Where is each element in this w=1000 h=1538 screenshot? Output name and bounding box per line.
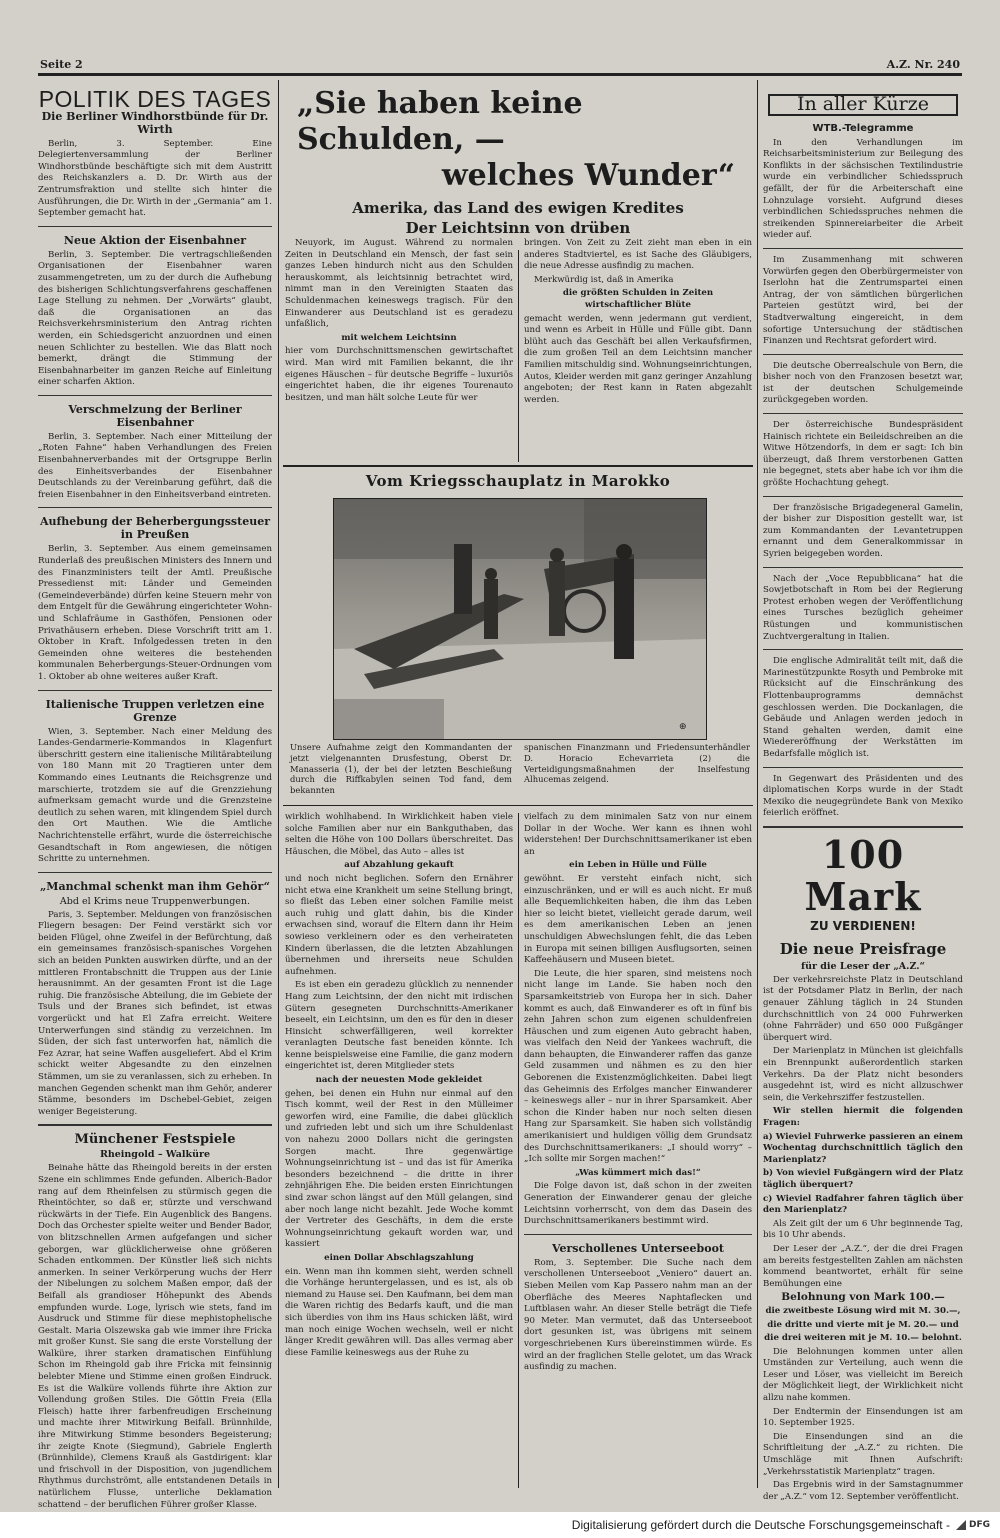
- column-kurz: [763, 93, 963, 1502]
- article-title: Münchener Festspiele: [74, 1132, 236, 1148]
- separator: [524, 1234, 752, 1235]
- separator: [763, 248, 963, 249]
- page-number: Seite 2: [40, 58, 83, 71]
- news-item: Der österreichische Bundespräsident Hainisch richtete ein Beileidschreiben an die Witwe Hötzendorfs, in dem er sagt: Ich bin überzeugt, daß Ihrem verstorbenen Gatten nie begegnet, stets aber habe ich vor ihm die größte Hochachtung gehegt.: [763, 420, 963, 489]
- dfg-logo-icon: [956, 1520, 966, 1530]
- feature-label: ein Leben in Hülle und Fülle: [569, 860, 707, 871]
- separator: [38, 690, 272, 691]
- section-title: POLITIK DES TAGES: [38, 86, 272, 112]
- feature-label: mit welchem Leichtsinn: [341, 332, 457, 343]
- column-rule-2: [757, 80, 758, 1488]
- separator: [763, 826, 963, 828]
- column-rule-1: [278, 80, 279, 1488]
- photo-caption-left: Unsere Aufnahme zeigt den Kommandanten der jetzt vielgenannten Drusfestung, Oberst Dr. Manasseria (1), der bei der letzten Beschießung durch die Riffkabylen seinen Tod fand, dem bekannten: [290, 742, 512, 796]
- article-title: Verschollenes Unterseeboot: [551, 1241, 725, 1255]
- separator: [763, 649, 963, 650]
- feature-paragraph: Die Leute, die hier sparen, sind meistens noch nicht lange im Lande. Sie haben noch den Sparsamkeitstrieb von Europa her in sich. Daher kommt es auch, daß Einwanderer es oft in fünf bis zehn Jahren schon zum eigenen schuldenfreien Häuschen und zum eigenen Auto gebracht haben, was vielfach den Neid der Yankees wachruft, die dann behaupten, die Einwanderer raffen das ganze Geld zusammen und nähmen es zu den hier Geborenen die Existenzmöglichkeiten. Dabei liegt das Geheimnis des Erfolges mancher Einwanderer – keineswegs aller – nur in ihrer Sparsamkeit. Aber schon die Kinder haben nur noch selten diesen Hang zur Sparsamkeit. Sie haben sich vollständig amerikanisiert und huldigen völlig dem Grundsatz des Durchschnittsamerikaners: „I should worry“ – „Ich sollte mir Sorgen machen!“: [524, 968, 752, 1165]
- prize-question-title: Die neue Preisfrage: [779, 939, 947, 958]
- news-item: Die englische Admiralität teilt mit, daß die Marinestützpunkte Rosyth und Pembroke mit Rücksicht auf die Einschränkung des Flottenbauprogramms demnächst geschlossen werden. Die Dockanlagen, die Gebäude und Anlagen werden jedoch in Stand gehalten werden, damit eine Wiedereröffnung der Werkstätten im Bedarfsfalle möglich ist.: [763, 656, 963, 759]
- article-title: Aufhebung der Beherbergungssteuer in Preußen: [40, 515, 270, 542]
- article-body: Berlin, 3. September. Aus einem gemeinsamen Runderlaß des preußischen Ministers des Innern und des Finanzministers teilt der Amtl. Preußische Pressedienst mit: Länder und Gemeinden (Gemeindeverbände) dürfen keine Steuern mehr von dem Entgelt für die Gewährung eingerichteter Wohn- und Schlafräume in Gasthöfen, Pensionen oder Privathäusern erheben. Diese Vorschrift tritt am 1. Oktober in Kraft. Infolgedessen treten in den Gemeinden ohne weiteres die bestehenden kommunalen Beherbergungs-Steuer-Ordnungen vom 1. Oktober ab ohne weiteres außer Kraft.: [38, 544, 272, 682]
- news-item: In den Verhandlungen im Reichsarbeitsministerium zur Beilegung des Konflikts in der sächsischen Textilindustrie wurde ein verbindlicher Schiedsspruch gefällt, der für die Arbeiterschaft eine Lohnzulage vorsieht. Aufgrund dieses verbindlichen Schiedsspruches nehmen die streikenden Spinnereiarbeiter die Arbeit wieder auf.: [763, 137, 963, 241]
- news-item: Die deutsche Oberrealschule von Bern, die bisher noch von den Franzosen besetzt war, ist der deutschen Schulgemeinde zurückgegeben worden.: [763, 360, 963, 406]
- article-body: Paris, 3. September. Meldungen von französischen Fliegern besagen: Der Feind verstärkt sich vor beiden Flügel, ohne Zweifel in der Befürchtung, daß ein gemeinsames französisch-spanisches Vorgehen sich an beiden Punkten auswirken dürfte, und an der mittleren Frontabschnitt die Truppen aus der Linie herausnimmt. An der gesamten Front ist die Lage ruhig. Die französische Abteilung, die im Gebiete der Tsuls und der Branes sich befindet, ist etwas vorgerückt und hat El Zafra erreicht. Weitere Unterwerfungen sind ständig zu verzeichnen. Im Süden, der sich fast unterworfen hat, nämlich die Fez Azrar, hat seine Waffen ausgeliefert. Abd el Krim schickt weiter Abgesandte zu den einzelnen Stämmen, um sie zu veranlassen, sich zu erheben. In manchen Gegenden schenkt man ihm Gehör, anderer Stämme, besonders im Dschebel-Gebiet, zeigen weniger Begeisterung.: [38, 909, 272, 1117]
- prize-paragraph: Der Marienplatz in München ist gleichfalls ein Brennpunkt außerordentlich starken Verkehrs. Da der Platz nicht besonders ausgedehnt ist, wird es nicht allzuschwer sein, die Verkehrsziffer festzustellen.: [763, 1046, 963, 1103]
- prize-question-subtitle: für die Leser der „A.Z.“: [800, 960, 926, 972]
- svg-text:⊕: ⊕: [679, 722, 687, 732]
- prize-paragraph: Der Leser der „A.Z.“, der die drei Fragen am bereits festgestellten Zahlen am nächsten kommend beantwortet, erhält für seine Bemühungen eine: [763, 1243, 963, 1289]
- separator: [763, 567, 963, 568]
- feature-paragraph: hier vom Durchschnittsmenschen gewirtschaftet wird. Man wird mit Familien bekannt, die ihr eigenes Häuschen – für deutsche Begriffe – luxuriös eingerichtet haben, die ihr eigenes Tourenauto besitzen, und man hält solche Leute für wer: [285, 346, 513, 403]
- article-body: Berlin, 3. September. Die vertragschließenden Organisationen der Eisenbahner waren zusammengetreten, um zu der durch die Aufhebung des bisherigen Schlichtungsverfahrens geschaffenen Lage Stellung zu nehmen. Der „Vorwärts“ glaubt, daß die Organisationen an das Reichsverkehrsministerium den Antrag richten werden, ein Schiedsgericht anzuordnen und einen neuen Schlichter zu bestellen. Wie das Blatt noch bemerkt, drängt die Stimmung der Eisenbahnarbeiter im ganzen Reiche auf Einleitung einer scharfen Aktion.: [38, 249, 272, 388]
- photo-title: Vom Kriegsschauplatz in Marokko: [365, 472, 671, 490]
- feature-paragraph: Es ist eben ein geradezu glücklich zu nennender Hang zum Leichtsinn, der den nicht mit irdischen Gütern gesegneten Durchschnitts-Amerikaner beseelt, ein Leichtsinn, um den es für den in dieser Hinsicht schwerfälligeren, weil korrekter veranlagten Deutsche fast beneiden könnte. Ich kenne beispielsweise eine Familie, die ganz modern eingerichtet ist, deren Mitglieder stets: [285, 980, 513, 1072]
- prize-amount: 100 Mark: [804, 831, 922, 919]
- article-subtitle: Rheingold – Walküre: [99, 1149, 211, 1161]
- prize-paragraph: Die Belohnungen kommen unter allen Umständen zur Verteilung, auch wenn die Leser und Löser, was vielleicht im Bereich der Möglichkeit liegt, der Wirklichkeit nicht allzu nahe kommen.: [763, 1346, 963, 1404]
- reward-line: die drei weiteren mit je M. 10.— belohnt.: [764, 1333, 962, 1344]
- article-title: Italienische Truppen verletzen eine Grenze: [45, 697, 265, 724]
- separator: [38, 872, 272, 873]
- separator: [763, 354, 963, 355]
- news-item: Im Zusammenhang mit schweren Vorwürfen gegen den Oberbürgermeister von Iserlohn hat die Zentrumspartei einen Antrag, der von sämtlichen bürgerlichen Parteien gestützt wird, bei der Stadtverwaltung eingereicht, in dem sofortige Untersuchung der städtischen Finanzen und Rechtsrat gefordert wird.: [763, 254, 963, 347]
- column-rule-upper: [518, 250, 519, 462]
- in-aller-kuerze-box: In aller Kürze: [768, 94, 958, 116]
- photo-caption-right: spanischen Finanzmann und Friedensunterhändler D. Horacio Echevarrieta (2) die Verteidigungsmaßnahmen der Inselfestung Alhucemas zeigend.: [524, 742, 750, 785]
- dfg-logo-text: DFG: [968, 1520, 990, 1530]
- separator: [38, 1124, 272, 1126]
- separator: [38, 395, 272, 396]
- feature-body-left: [285, 238, 513, 460]
- feature-headline-block: [285, 86, 751, 236]
- news-item: Nach der „Voce Repubblicana“ hat die Sowjetbotschaft in Rom bei der Regierung Protest erhoben wegen der Veröffentlichung eines Tursches bezüglich geheimer Rüstungen und kommunistischen Zuchtvergeraltung in Italien.: [763, 573, 963, 642]
- article-title: Verschmelzung der Berliner Eisenbahner: [68, 402, 242, 429]
- reward-title: Belohnung von Mark 100.—: [781, 1291, 945, 1304]
- feature-paragraph: gehen, bei denen ein Huhn nur einmal auf den Tisch kommt, weil der Rest in den Mülleimer geworfen wird, eine Familie, die dabei glücklich und zufrieden lebt und sich um ihre Schuldenlast von nahezu 2000 Dollars nicht die geringsten Sorgen macht. Ihre gegenwärtige Wohnungseinrichtung ist – und das ist für Amerika besonders bezeichnend – die dritte in ihrer zehnjährigen Ehe. Die beiden ersten Einrichtungen sind zwar schon längst auf den Müll gelangen, sind aber noch lange nicht bezahlt. Jede Woche kommt der Vertreter des Geschäfts, in dem die erste Wohnungseinrichtung gekauft worden war, und kassiert: [285, 1088, 513, 1250]
- feature-continuation-right: [524, 812, 752, 1488]
- prize-paragraph: Der verkehrsreichste Platz in Deutschland ist der Potsdamer Platz in Berlin, der nach genauer Zählung täglich in 24 Stunden durchschnittlich von 24 000 Fuhrwerken (ohne Fahrräder) und 650 000 Fußgänger überquert wird.: [763, 974, 963, 1043]
- feature-paragraph: und noch nicht beglichen. Sofern den Ernährer nicht etwa eine Krankheit um seine Stellung bringt, so fließt das Leben einer solchen Familie meist auch ruhig und glatt dahin, bis die Kinder erwachsen sind, worauf die Eltern dann ihr Heim sowieso verkleinern oder es den verheirateten Kindern überlassen, die die letzten Abzahlungen übernehmen und ihrerseits neue Schulden aufnehmen.: [285, 873, 513, 977]
- column-politik: [38, 86, 272, 1510]
- reward-line: die dritte und vierte mit je M. 20.— und: [767, 1319, 959, 1330]
- news-item: In Gegenwart des Präsidenten und des diplomatischen Korps wurde in der Stadt Mexiko die neugegründete Bank von Mexiko feierlich eröffnet.: [763, 773, 963, 819]
- feature-label: die größten Schulden in Zeiten wirtschaftlicher Blüte: [562, 288, 714, 310]
- article-body: Wien, 3. September. Nach einer Meldung des Landes-Gendarmerie-Kommandos in Klagenfurt überschritt gestern eine italienische Militärabteilung von 180 Mann mit 20 Tragtieren unter dem Kommando eines Leutnants die Reichsgrenze und marschierte, trotzdem sie auf die Grenzziehung aufmerksam gemacht wurde und die Grenzsteine deutlich zu sehen waren, mit klingendem Spiel durch den Ort Mauthen. Wie die Amtliche Nachrichtenstelle erfährt, wurde die österreichische Gesandtschaft in Rom angewiesen, die nötigen Schritte zu unternehmen.: [38, 726, 272, 865]
- issue-number: A.Z. Nr. 240: [886, 58, 960, 71]
- digitization-footer: [0, 1512, 1000, 1538]
- feature-label: nach der neuesten Mode gekleidet: [315, 1075, 483, 1086]
- article-body: Beinahe hätte das Rheingold bereits in der ersten Szene ein schlimmes Ende gefunden. Alberich-Bador rang auf dem Rheinfelsen zu stürmisch gegen die Rheintöchter, so daß er, stürzte und verschwand rückwärts in der Tiefe. Ein Augenblick des Bangens. Doch das Orchester spielte weiter und Bender Bador, von blitzschnellen Armen aufgefangen und sicher geborgen, war glücklicherweise ohne größeren Schaden entkommen. Der Künstler ließ sich nichts anmerken. In seiner Verkörperung wuchs der Herr der Nibelungen zu solchem Maßen empor, daß der Beifall als grandioser Höhepunkt des Abends empfunden wurde. Loge, lyrisch wie stets, fand im Ausdruck und Stimme für diese mephistophelische Gestalt. Maria Olszewska gab wie immer ihre Fricka mit großer Kunst. Sie sang die erste Vorstellung der Walküre, ihrer starken dramatischen Einfühlung Schon im Rheingold gab ihre Fricka mit feinsinnig belebter Miene und Stimme einen großen Eindruck. Es ist die Walküre vollends führte ihre Aktion zur Vollendung großen Stiles. Die Göttin Freia (Ella Fleisch) hatte ihrer farbenfreudigen Erscheinung und machte ihrer Mitwirkung Beifall. Brünnhilde, ihre Mitwirkung Stimme besonders Begeisterung; ihr zeigte Knote (Siegmund), Gabriele Englerth (Brünnhilde), Clemens Krauß als Gastdirigent: klar und frischvoll in der Disposition, von jugendlichem Rhythmus durchströmt, alle entstandenen Details in natürlichem Flusse, unterliche Deklamation schattend – der beruflichen Führer großer Klasse.: [38, 1163, 272, 1510]
- separator: [38, 226, 272, 227]
- separator: [763, 767, 963, 768]
- feature-paragraph: gewöhnt. Er versteht einfach nicht, sich einzuschränken, und er will es auch nicht. Er muß alle Bequemlichkeiten haben, die ihm das Leben hier so leicht bietet, vielleicht gerade darum, weil es dem amerikanischen Leben an jenen unschuldigen Abwechslungen fehlt, die das Leben in Europa mit seinen billigen Ausflugsorten, seinen Kaffeehäusern und Museen bietet.: [524, 873, 752, 966]
- separator: [763, 496, 963, 497]
- feature-headline-line-2: welches Wunder“: [441, 158, 735, 193]
- article-title: Die Berliner Windhorstbünde für Dr. Wirth: [41, 109, 269, 136]
- prize-subtitle: ZU VERDIENEN!: [810, 918, 916, 933]
- article-rule: [283, 465, 753, 467]
- top-rule: [38, 73, 962, 76]
- prize-paragraph: Die Einsendungen sind an die Schriftleitung der „A.Z.“ zu richten. Die Umschläge mit Ihnen Aufschrift: „Verkehrsstatistik Marienplatz“ tragen.: [763, 1431, 963, 1477]
- prize-paragraph: Der Endtermin der Einsendungen ist am 10. September 1925.: [763, 1406, 963, 1429]
- article-body: Berlin, 3. September. Nach einer Mitteilung der „Roten Fahne“ haben Verhandlungen des Freien Eisenbahnerverbandes mit der Ortsgruppe Berlin des Einheitsverbandes der Eisenbahner Deutschlands zu der Vereinbarung geführt, daß die freien Eisenbahner in den Einheitsverband eintreten.: [38, 431, 272, 500]
- feature-label: „Was kümmert mich das!“: [575, 1167, 701, 1178]
- feature-paragraph: gemacht werden, wenn jedermann gut verdient, und wenn es Arbeit in Hülle und Fülle gibt. Dann blüht auch das Geschäft bei allen Verkaufsfirmen, die zum großen Teil an dem Leichtsinn mancher Familien mitschuldig sind. Wohnungseinrichtungen, Autos, Kleider werden mit ganz geringer Anzahlung angeboten; der Rest kann in Raten abgezahlt werden.: [524, 313, 752, 405]
- article-subtitle: Abd el Krims neue Truppenwerbungen.: [59, 895, 251, 907]
- war-photo-image: [334, 499, 706, 739]
- prize-paragraph: Das Ergebnis wird in der Samstagnummer der „A.Z.“ vom 12. September veröffentlicht.: [763, 1480, 963, 1502]
- dfg-logo: [956, 1520, 990, 1530]
- article-body: Rom, 3. September. Die Suche nach dem verschollenen Unterseeboot „Veniero“ dauert an. Sieben Meilen vom Kap Passero nahm man an der Oberfläche des Meeres Naphtaflecken und Luftblasen wahr. An dieser Stelle beträgt die Tiefe 90 Meter. Man vermutet, daß das Unterseeboot dort gesunken ist, was übrigens mit seinem vorgeschriebenen Kurs übereinstimmen würde. Es wird an der fraglichen Stelle gelotet, um das Wrack ausfindig zu machen.: [524, 1257, 752, 1373]
- feature-paragraph: Neuyork, im August. Während zu normalen Zeiten in Deutschland ein Mensch, der fast sein ganzes Leben hindurch nicht aus den Schulden herauskommt, als leichtsinnig betrachtet wird, nimmt man in den Vereinigten Staaten das Schuldenmachen keineswegs tragisch. Für den Einwanderer aus Deutschland ist es geradezu unfaßlich,: [285, 238, 513, 330]
- feature-label: auf Abzahlung gekauft: [344, 860, 454, 871]
- prize-question-a: a) Wieviel Fuhrwerke passieren an einem Wochentag durchschnittlich täglich den Marienplatz?: [763, 1131, 963, 1165]
- feature-body-right: [524, 238, 752, 460]
- article-body: Berlin, 3. September. Eine Delegiertenversammlung der Berliner Windhorstbünde beschäftigte sich mit dem Austritt des Reichskanzlers a. D. Dr. Wirth aus der Zentrumsfraktion und stellte sich hinter die Ausführungen, die Dr. Wirth in der „Germania“ am 1. September gemacht hat.: [38, 138, 272, 219]
- prize-paragraph: Wir stellen hiermit die folgenden Fragen:: [763, 1106, 963, 1128]
- photo-bottom-rule: [283, 805, 753, 806]
- prize-paragraph: Als Zeit gilt der um 6 Uhr beginnende Tag, bis 10 Uhr abends.: [763, 1218, 963, 1241]
- wtb-title: WTB.-Telegramme: [812, 122, 914, 134]
- feature-paragraph: wirklich wohlhabend. In Wirklichkeit haben viele solche Familien aber nur ein Bankguthaben, das selten die Höhe von 100 Dollars überschreitet. Das Häuschen, die Möbel, das Auto – alles ist: [285, 812, 513, 857]
- feature-headline-line-1: „Sie haben keine Schulden, —: [297, 86, 583, 157]
- feature-label: einen Dollar Abschlagszahlung: [324, 1252, 474, 1263]
- feature-continuation-left: [285, 812, 513, 1488]
- feature-paragraph: ein. Wenn man ihn kommen sieht, werden schnell die Vorhänge heruntergelassen, und es ist, als ob niemand zu Hause sei. Den Kaufmann, bei dem man die Waren richtig des Bedarfs kauft, und die man sich überdies von ihm ins Haus schicken läßt, wird man noch einige Wochen wechseln, weil er nicht länger Kredit gewähren will. Das alles vermag aber diese Familie keineswegs aus der Ruhe zu: [285, 1266, 513, 1358]
- article-title: Neue Aktion der Eisenbahner: [63, 233, 247, 247]
- war-photo: [333, 498, 707, 740]
- feature-paragraph: Merkwürdig ist, daß in Amerika: [534, 274, 674, 285]
- separator: [763, 413, 963, 414]
- prize-question-b: b) Von wieviel Fußgängern wird der Platz täglich überquert?: [763, 1168, 963, 1190]
- article-title: „Manchmal schenkt man ihm Gehör“: [39, 879, 270, 893]
- feature-subhead-1: Amerika, das Land des ewigen Kredites: [352, 199, 684, 217]
- footer-text: Digitalisierung gefördert durch die Deutsche Forschungsgemeinschaft -: [571, 1518, 950, 1532]
- feature-subhead-2: Der Leichtsinn von drüben: [405, 219, 631, 237]
- separator: [38, 507, 272, 508]
- news-item: Der französische Brigadegeneral Gamelin, der bisher zur Disposition gestellt war, ist zum Kommandanten der Levantetruppen ernannt und dem Generalkommissar in Syrien beigegeben worden.: [763, 502, 963, 559]
- column-rule-lower: [518, 813, 519, 1488]
- feature-paragraph: vielfach zu dem minimalen Satz von nur einem Dollar in der Woche. Wer kann es ihnen wohl widerstehen! Der Durchschnittsamerikaner ist eben an: [524, 812, 752, 857]
- reward-line: die zweitbeste Lösung wird mit M. 30.—,: [765, 1305, 961, 1316]
- prize-question-c: c) Wieviel Radfahrer fahren täglich über den Marienplatz?: [763, 1193, 963, 1216]
- feature-paragraph: bringen. Von Zeit zu Zeit zieht man eben in ein anderes Stadtviertel, es ist Sache des Gläubigers, die neue Adresse ausfindig zu machen.: [524, 238, 752, 272]
- feature-paragraph: Die Folge davon ist, daß schon in der zweiten Generation der Einwanderer genau der gleiche Leichtsinn vorherrscht, von dem das Dasein des Durchschnittsamerikaners bestimmt wird.: [524, 1181, 752, 1227]
